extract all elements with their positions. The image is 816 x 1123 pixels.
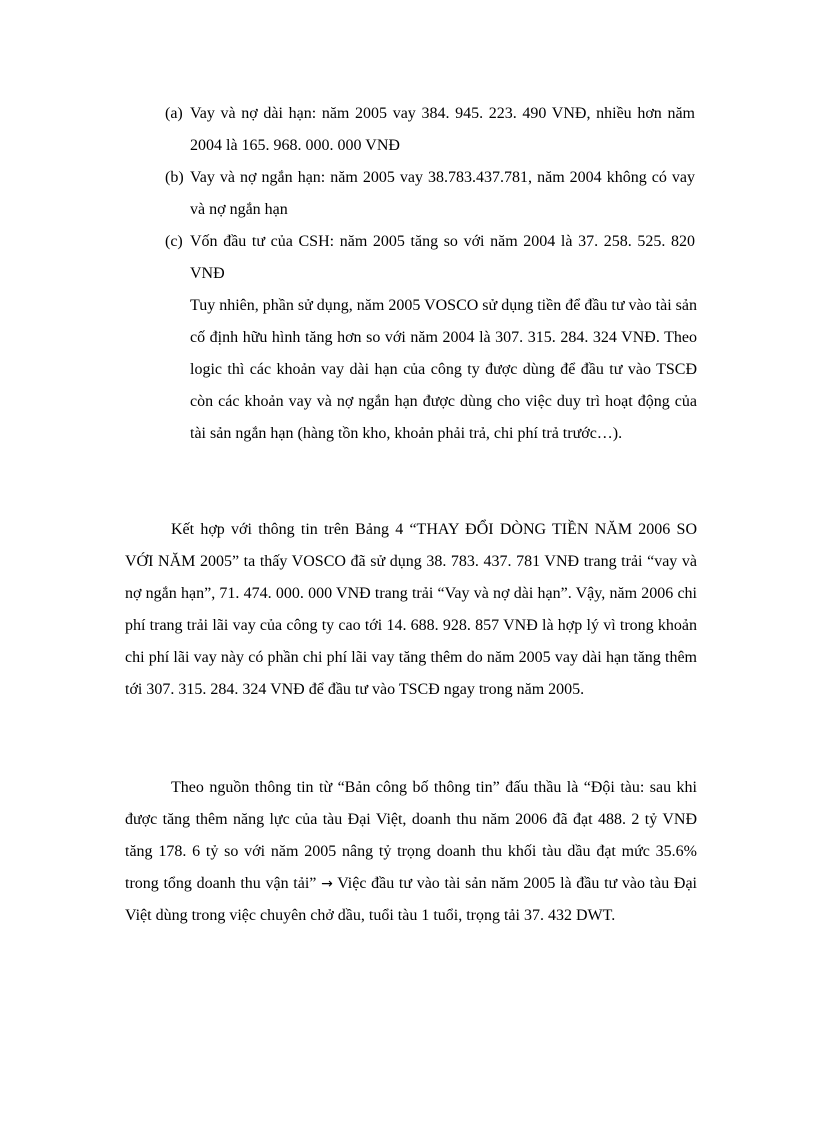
list-marker: (a) bbox=[165, 105, 183, 122]
usage-paragraph: Tuy nhiên, phần sử dụng, năm 2005 VOSCO sử dụng tiền để đầu tư vào tài sản cố định hữu hình tăng hơn so với năm 2004 là 307. 315. 284. 324 VNĐ. Theo logic thì các khoản vay dài hạn của công ty được dùng để đầu tư vào TSCĐ còn các khoản vay và nợ ngắn hạn được dùng cho việc duy trì hoạt động của tài sản ngắn hạn (hàng tồn kho, khoản phải trả, chi phí trả trước…). bbox=[190, 297, 697, 442]
list-marker: (c) bbox=[165, 233, 183, 250]
list-item-a bbox=[165, 98, 695, 162]
list-item-b bbox=[165, 162, 695, 226]
list-item-text: Vốn đầu tư của CSH: năm 2005 tăng so với năm 2004 là 37. 258. 525. 820 VNĐ bbox=[190, 233, 695, 282]
list-marker: (b) bbox=[165, 169, 184, 186]
list-item-text: Vay và nợ ngắn hạn: năm 2005 vay 38.783.437.781, năm 2004 không có vay và nợ ngắn hạn bbox=[190, 169, 695, 218]
source-text-after-arrow: Việc đầu tư vào tài sản năm 2005 là đầu tư vào tàu Đại Việt dùng trong việc chuyên chở dầu, tuổi tàu 1 tuổi, trọng tải 37. 432 DWT. bbox=[125, 875, 698, 924]
source-text-before-arrow: Theo nguồn thông tin từ “Bản công bố thông tin” đấu thầu là “Đội tàu: sau khi được tăng thêm năng lực của tàu Đại Việt, doanh thu năm 2006 đã đạt 488. 2 tỷ VNĐ tăng 178. 6 tỷ so với năm 2005 nâng tỷ trọng doanh thu khối tàu dầu đạt mức 35.6% trong tổng doanh thu vận tải” bbox=[125, 779, 697, 892]
paragraph-combined: Kết hợp với thông tin trên Bảng 4 “THAY ĐỔI DÒNG TIỀN NĂM 2006 SO VỚI NĂM 2005” ta thấy VOSCO đã sử dụng 38. 783. 437. 781 VNĐ trang trải “vay và nợ ngắn hạn”, 71. 474. 000. 000 VNĐ trang trải “Vay và nợ dài hạn”. Vậy, năm 2006 chi phí trang trải lãi vay của công ty cao tới 14. 688. 928. 857 VNĐ là hợp lý vì trong khoản chi phí lãi vay này có phần chi phí lãi vay tăng thêm do năm 2005 vay dài hạn tăng thêm tới 307. 315. 284. 324 VNĐ để đầu tư vào TSCĐ ngay trong năm 2005. bbox=[125, 521, 697, 698]
right-arrow-icon: → bbox=[321, 876, 333, 892]
list-item-c bbox=[165, 226, 695, 290]
list-item-text: Vay và nợ dài hạn: năm 2005 vay 384. 945. 223. 490 VNĐ, nhiều hơn năm 2004 là 165. 968. 000. 000 VNĐ bbox=[190, 105, 695, 154]
paragraph-source bbox=[125, 772, 697, 932]
